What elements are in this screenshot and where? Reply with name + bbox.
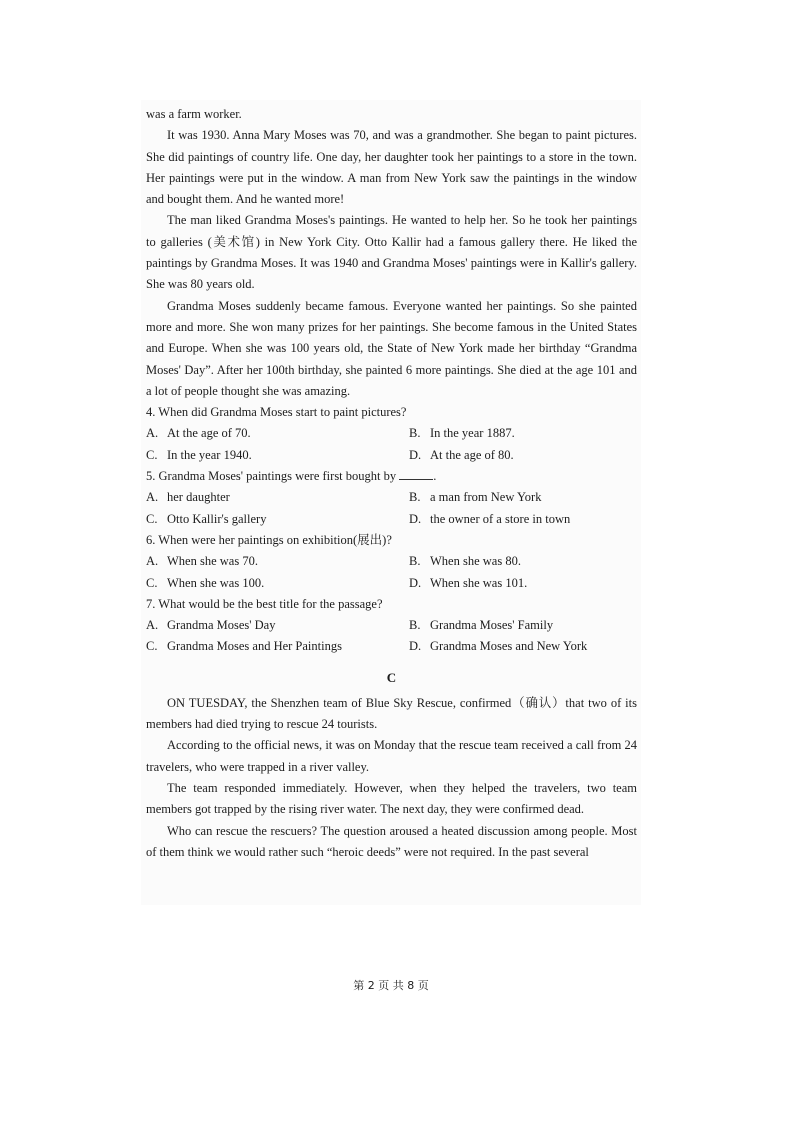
option-letter: C. xyxy=(146,575,158,590)
option-text: When she was 70. xyxy=(167,554,258,569)
option-text: In the year 1887. xyxy=(430,426,515,441)
option-text: Grandma Moses' Day xyxy=(167,618,276,633)
option-letter: C. xyxy=(146,639,158,654)
option-letter: A. xyxy=(146,426,159,441)
option-b xyxy=(409,615,639,636)
question-4 xyxy=(146,402,637,466)
option-letter: C. xyxy=(146,511,158,526)
option-text: Grandma Moses and Her Paintings xyxy=(167,639,342,654)
option-letter: B. xyxy=(409,490,421,505)
option-letter: C. xyxy=(146,447,158,462)
question-6 xyxy=(146,530,637,594)
question-stem: 6. When were her paintings on exhibition(展出)? xyxy=(146,532,392,547)
section-heading: C xyxy=(386,669,397,685)
passage-c-paragraph: The team responded immediately. However, when they helped the travelers, two team members got trapped by the rising river water. The next day, they were confirmed dead. xyxy=(146,780,637,817)
option-c xyxy=(146,573,409,594)
option-a xyxy=(146,487,409,508)
question-stem xyxy=(146,466,637,487)
option-text: Otto Kallir's gallery xyxy=(167,511,267,526)
option-d xyxy=(409,636,639,657)
option-c xyxy=(146,445,409,466)
options-grid xyxy=(146,551,637,594)
option-text: At the age of 70. xyxy=(167,426,251,441)
passage-c-paragraph: According to the official news, it was on Monday that the rescue team received a call from 24 travelers, who were trapped in a river valley. xyxy=(146,738,637,774)
options-grid xyxy=(146,423,637,466)
question-5 xyxy=(146,466,637,530)
option-a xyxy=(146,615,409,636)
option-c xyxy=(146,636,409,657)
option-letter: D. xyxy=(409,447,422,462)
passage-b-paragraph: The man liked Grandma Moses's paintings. He wanted to help her. So he took her paintings to galleries (美术馆) in New York City. Otto Kallir had a famous gallery there. He liked the paintings by Grandma Moses. It was 1940 and Grandma Moses' paintings were in Kallir's gallery. She was 80 years old. xyxy=(146,213,637,292)
options-grid xyxy=(146,487,637,530)
option-b xyxy=(409,487,639,508)
options-grid xyxy=(146,615,637,658)
option-text: Grandma Moses and New York xyxy=(430,639,588,654)
option-letter: B. xyxy=(409,618,421,633)
option-text: When she was 80. xyxy=(430,554,521,569)
option-text: Grandma Moses' Family xyxy=(430,618,554,633)
option-letter: A. xyxy=(146,490,159,505)
page-number-footer: 第 2 页 共 8 页 xyxy=(353,979,429,992)
option-d xyxy=(409,509,639,530)
option-text: her daughter xyxy=(167,490,230,505)
option-letter: D. xyxy=(409,511,422,526)
option-b xyxy=(409,551,639,572)
option-a xyxy=(146,423,409,444)
question-stem-end: . xyxy=(433,469,437,484)
passage-b-paragraph: Grandma Moses suddenly became famous. Everyone wanted her paintings. So she painted more and more. She won many prizes for her paintings. She become famous in the United States and Europe. When she was 100 years old, the State of New York made her birthday “Grandma Moses' Day”. After her 100th birthday, she painted 6 more paintings. She died at the age 101 and a lot of people thought she was amazing. xyxy=(146,298,637,398)
option-letter: B. xyxy=(409,554,421,569)
option-d xyxy=(409,573,639,594)
option-text: When she was 101. xyxy=(430,575,528,590)
option-letter: B. xyxy=(409,426,421,441)
option-letter: D. xyxy=(409,575,422,590)
exam-page xyxy=(141,100,641,992)
option-text: In the year 1940. xyxy=(167,447,252,462)
passage-c-paragraph: ON TUESDAY, the Shenzhen team of Blue Sky Rescue, confirmed（确认）that two of its members had died trying to rescue 24 tourists. xyxy=(146,695,637,732)
option-a xyxy=(146,551,409,572)
option-c xyxy=(146,509,409,530)
option-text: a man from New York xyxy=(430,490,542,505)
passage-c-paragraph: Who can rescue the rescuers? The question aroused a heated discussion among people. Most of them think we would rather such “heroic deeds” were not required. In the past several xyxy=(146,823,637,859)
question-stem: 4. When did Grandma Moses start to paint pictures? xyxy=(146,405,407,420)
passage-b-paragraph: was a farm worker. xyxy=(146,107,242,121)
question-stem-text: 5. Grandma Moses' paintings were first bought by xyxy=(146,469,397,484)
option-d xyxy=(409,445,639,466)
option-text: At the age of 80. xyxy=(430,447,514,462)
question-stem: 7. What would be the best title for the passage? xyxy=(146,596,383,611)
option-letter: A. xyxy=(146,554,159,569)
option-letter: D. xyxy=(409,639,422,654)
question-7 xyxy=(146,594,637,658)
option-b xyxy=(409,423,639,444)
option-text: When she was 100. xyxy=(167,575,265,590)
answer-blank xyxy=(399,468,433,480)
option-letter: A. xyxy=(146,618,159,633)
passage-b-paragraph: It was 1930. Anna Mary Moses was 70, and was a grandmother. She began to paint pictures. She did paintings of country life. One day, her daughter took her paintings to a store in the town. Her paintings were put in the window. A man from New York saw the paintings in the window and bought them. And he wanted more! xyxy=(146,128,637,207)
option-text: the owner of a store in town xyxy=(430,511,571,526)
